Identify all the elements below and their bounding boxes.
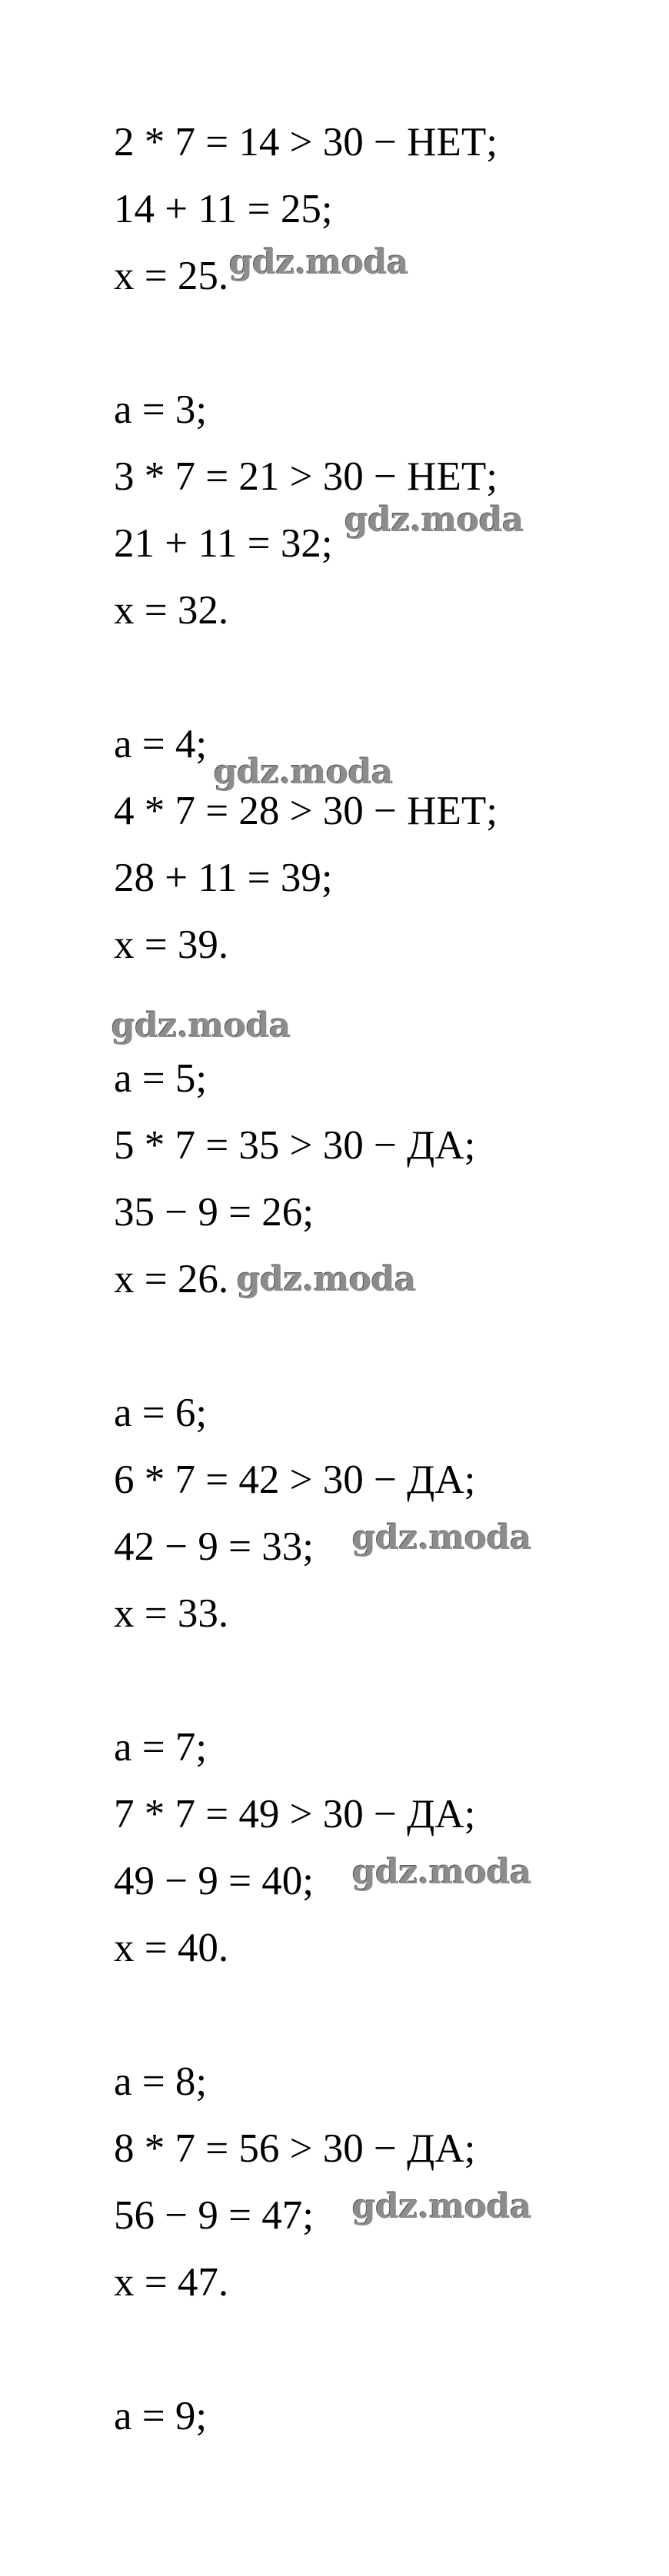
watermark: gdz.moda (112, 1006, 291, 1045)
text-line: a = 8; (114, 2059, 208, 2104)
text-line: a = 5; (114, 1056, 208, 1101)
text-line: a = 6; (114, 1391, 208, 1435)
watermark: gdz.moda (344, 500, 524, 540)
watermark: gdz.moda (229, 243, 409, 282)
watermark: gdz.moda (352, 1853, 532, 1892)
text-line: 35 − 9 = 26; (114, 1190, 315, 1235)
text-line: 42 − 9 = 33; (114, 1524, 315, 1569)
text-line: x = 33. (114, 1591, 229, 1636)
text-line: x = 26. (114, 1257, 229, 1301)
text-line: 56 − 9 = 47; (114, 2193, 315, 2238)
text-line: 2 * 7 = 14 > 30 − НЕТ; (114, 120, 498, 165)
text-line: a = 9; (114, 2394, 208, 2438)
text-line: a = 3; (114, 387, 208, 432)
text-line: x = 25. (114, 254, 229, 298)
text-line: a = 4; (114, 722, 208, 766)
text-line: 4 * 7 = 28 > 30 − НЕТ; (114, 789, 498, 833)
watermark: gdz.moda (237, 1260, 417, 1299)
text-line: x = 40. (114, 1926, 229, 1970)
text-line: 28 + 11 = 39; (114, 856, 333, 900)
text-line: 7 * 7 = 49 > 30 − ДА; (114, 1792, 476, 1836)
watermark: gdz.moda (214, 753, 394, 792)
text-line: 49 − 9 = 40; (114, 1859, 315, 1903)
text-line: 3 * 7 = 21 > 30 − НЕТ; (114, 454, 498, 499)
text-line: x = 39. (114, 922, 229, 967)
text-line: x = 32. (114, 588, 229, 633)
text-line: 21 + 11 = 32; (114, 521, 333, 566)
text-line: a = 7; (114, 1725, 208, 1770)
text-line: 6 * 7 = 42 > 30 − ДА; (114, 1458, 476, 1502)
watermark: gdz.moda (352, 1518, 532, 1557)
text-line: x = 47. (114, 2260, 229, 2305)
text-line: 8 * 7 = 56 > 30 − ДА; (114, 2126, 476, 2171)
text-line: 14 + 11 = 25; (114, 187, 333, 231)
watermark: gdz.moda (352, 2187, 532, 2226)
text-line: 5 * 7 = 35 > 30 − ДА; (114, 1123, 476, 1168)
